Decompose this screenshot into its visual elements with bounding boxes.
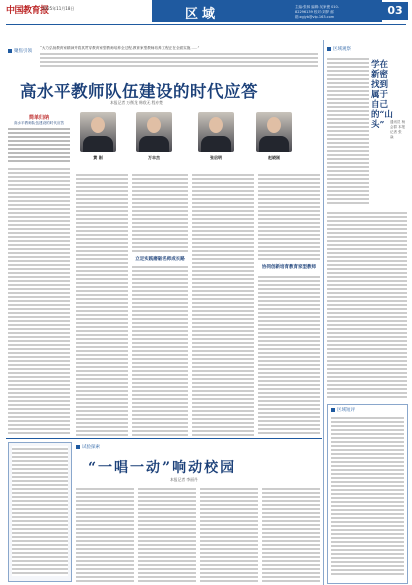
section-title: 区域 [185, 7, 220, 22]
masthead-logo: 中国教育报 [6, 6, 49, 16]
sidebar-title: 学在新密 找到属于自己的“山头” [371, 60, 393, 130]
col5-text-a [258, 172, 320, 260]
intro-text: “大力弘扬教育家精神并将其贯穿教育家型教师培养全过程,教育家型教师培养工程正在全面实施……” [40, 46, 200, 50]
portrait-4 [256, 112, 292, 152]
byline: 本报记者 万衡龙 韩欣无 程亦楚 [110, 100, 163, 105]
intro-text-lines [40, 51, 318, 69]
sidebar-text-a [327, 56, 369, 206]
col3-text-a [132, 172, 188, 252]
col4-text [192, 172, 254, 436]
sidebar-divider [323, 40, 324, 585]
bottom-col4 [262, 486, 320, 582]
sidebar-tag: 区域观察 [327, 46, 351, 52]
comment-box [327, 404, 408, 584]
top-rule [6, 24, 406, 25]
bottom-col1 [76, 486, 134, 582]
lead-text-lines [8, 126, 70, 162]
bottom-col2 [138, 486, 196, 582]
lead-box [8, 114, 70, 126]
portrait-3 [198, 112, 234, 152]
headline: 高水平教师队伍建设的时代应答 [20, 82, 258, 101]
people-strip [76, 112, 322, 170]
editors-info: 主编:张林 编辑:吴家俊 010-82296139 校对:刘梦 邮箱:zgjyb@vip.163.com [295, 5, 340, 19]
bottom-rule [6, 438, 322, 439]
bottom-byline: 本报记者 李丽丹 [170, 477, 198, 482]
col2-text [76, 172, 128, 436]
col3-text-b [132, 264, 188, 436]
subhead-2: 协同创新培育教育家型教师 [262, 265, 316, 270]
bottom-left-text [12, 446, 68, 576]
person-name-2: 万丰杰 [148, 155, 160, 160]
person-name-1: 黄 刚 [93, 155, 103, 160]
issue-date: 2025年11月18日 [42, 6, 75, 11]
subhead-1: 立足实践磨砺名师成长路 [135, 257, 185, 262]
comment-text [331, 415, 404, 575]
bottom-col3 [200, 486, 258, 582]
person-name-4: 赵晓刚 [268, 155, 280, 160]
bottom-title: “一唱一动”响动校园 [88, 460, 237, 476]
person-name-3: 张启明 [210, 155, 222, 160]
intro-block [40, 46, 318, 74]
bottom-section-tag: 试验探索 [76, 444, 100, 450]
sidebar-byline: 通讯员 杨会群 本报记者 张 焱 [390, 120, 406, 139]
portrait-1 [80, 112, 116, 152]
comment-tag: 区域短评 [331, 407, 404, 413]
portrait-2 [136, 112, 172, 152]
lead-subtitle: 高水平教师队伍建设的时代应答 [13, 121, 65, 125]
main-section-tag: 聚焦引领 [8, 48, 32, 54]
bottom-left-box [8, 442, 72, 582]
lead-title: 简单归纳 [28, 115, 49, 121]
col5-text-b [258, 274, 320, 436]
sidebar-text-b [327, 210, 407, 400]
col1-text [8, 166, 70, 436]
page-number: 03版 [382, 2, 408, 20]
